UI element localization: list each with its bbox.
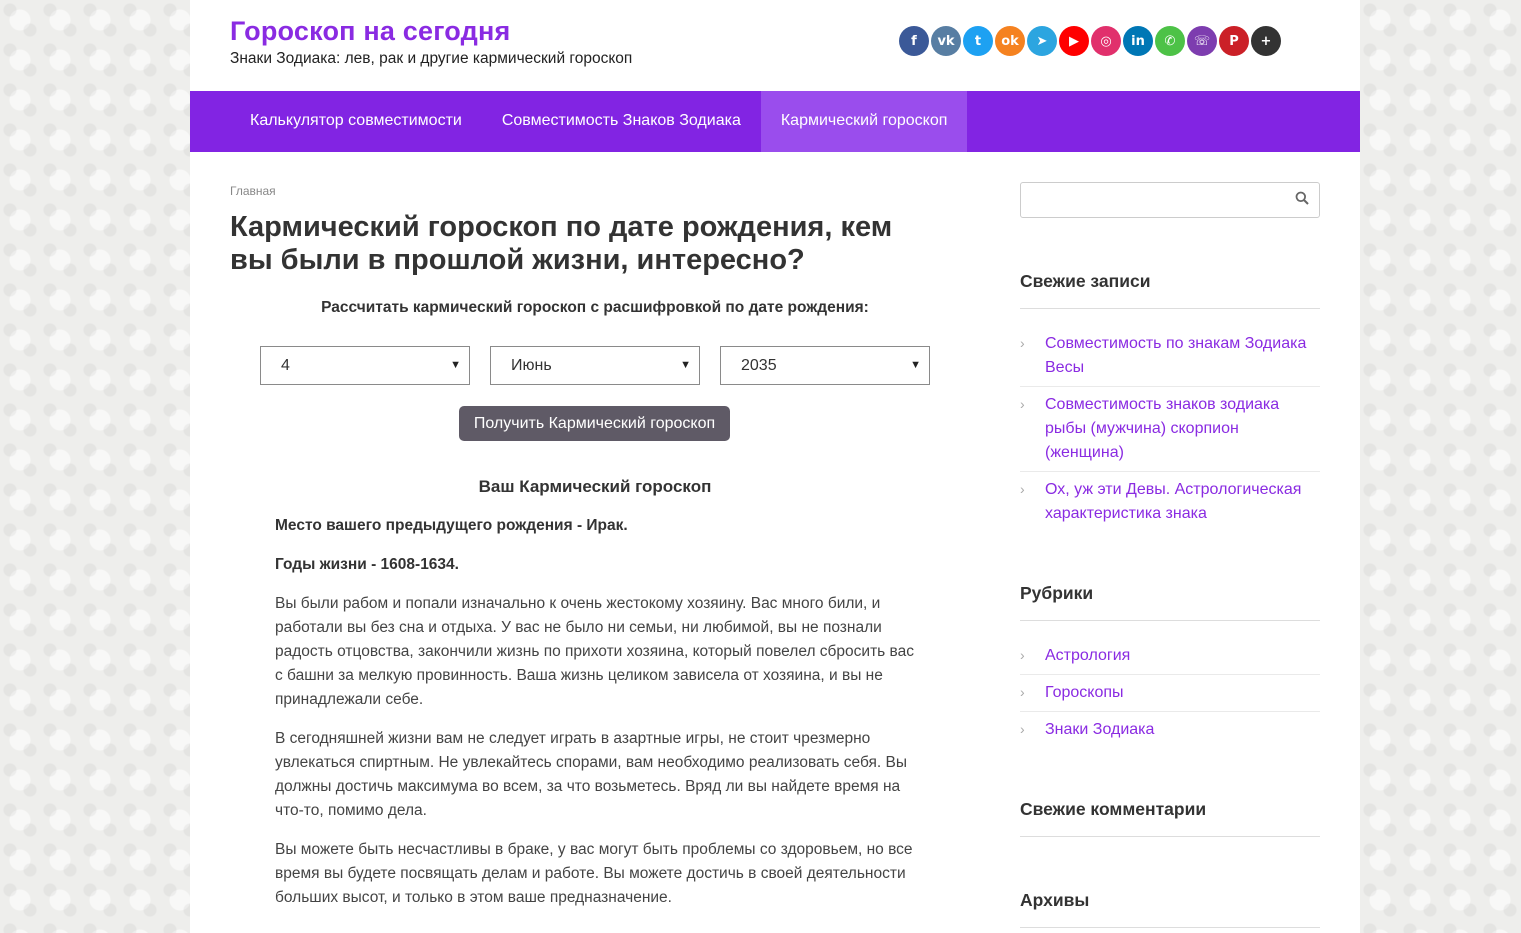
list-item — [1020, 326, 1320, 387]
breadcrumb[interactable]: Главная — [230, 184, 276, 198]
categories-list — [1020, 638, 1320, 748]
vk-icon[interactable]: vk — [931, 26, 961, 56]
year-select[interactable] — [720, 346, 930, 385]
category-link[interactable]: Гороскопы — [1045, 684, 1124, 701]
day-select-value: 4 — [281, 357, 290, 374]
dropdown-arrow-icon: ▼ — [680, 359, 691, 371]
page-title: Кармический гороскоп по дате рождения, кем вы были в прошлой жизни, интересно? — [230, 211, 893, 276]
list-item — [1020, 472, 1320, 532]
instagram-icon[interactable]: ◎ — [1091, 26, 1121, 56]
chevron-right-icon: › — [1020, 481, 1025, 497]
twitter-icon[interactable]: t — [963, 26, 993, 56]
viber-icon[interactable]: ☏ — [1187, 26, 1217, 56]
month-select-value: Июнь — [511, 357, 552, 374]
birthplace-text: Место вашего предыдущего рождения - Ирак. — [275, 517, 628, 534]
result-paragraph: Вы были рабом и попали изначально к очень жестокому хозяину. Вас много били, и работали вы без сна и отдыха. У вас не было ни семьи, ни любимой, вы не познали радость отцовства, закончили жизнь по прихоти хозяина, который повелел сбросить вас с башни за мелкую провинность. Ваша жизнь целиком зависела от хозяина, и вы не принадлежали себе. — [275, 595, 914, 708]
dropdown-arrow-icon: ▼ — [450, 359, 461, 371]
whatsapp-icon[interactable]: ✆ — [1155, 26, 1185, 56]
chevron-right-icon: › — [1020, 684, 1025, 700]
result-paragraph: В сегодняшней жизни вам не следует играть в азартные игры, не стоит чрезмерно увлекаться спиртным. Не увлекайтесь спорами, вам необходимо реализовать себя. Вы должны достичь максимума во всем, за что возьметесь. Вряд ли вы найдете время на что-то, помимо дела. — [275, 730, 907, 819]
years-text: Годы жизни - 1608-1634. — [275, 556, 459, 573]
category-link[interactable]: Астрология — [1045, 647, 1131, 664]
get-horoscope-button[interactable]: Получить Кармический гороскоп — [459, 406, 730, 441]
recent-post-link[interactable]: Совместимость знаков зодиака рыбы (мужчина) скорпион (женщина) — [1045, 396, 1280, 461]
linkedin-icon[interactable]: in — [1123, 26, 1153, 56]
chevron-right-icon: › — [1020, 721, 1025, 737]
search-icon[interactable] — [1295, 191, 1309, 205]
chevron-right-icon: › — [1020, 335, 1025, 351]
odnoklassniki-icon[interactable]: ok — [995, 26, 1025, 56]
page — [190, 0, 1360, 933]
chevron-right-icon: › — [1020, 647, 1025, 663]
recent-post-link[interactable]: Совместимость по знакам Зодиака Весы — [1045, 335, 1307, 376]
pinterest-icon[interactable]: P — [1219, 26, 1249, 56]
recent-posts-title: Свежие записи — [1020, 271, 1320, 309]
nav-item-zodiac-compatibility[interactable]: Совместимость Знаков Зодиака — [501, 112, 741, 129]
recent-comments-title: Свежие комментарии — [1020, 799, 1320, 837]
recent-post-link[interactable]: Ох, уж эти Девы. Астрологическая характеристика знака — [1045, 481, 1302, 522]
day-select[interactable] — [260, 346, 470, 385]
nav-item-compatibility-calculator[interactable]: Калькулятор совместимости — [250, 112, 462, 129]
dropdown-arrow-icon: ▼ — [910, 359, 921, 371]
list-item — [1020, 675, 1320, 712]
list-item — [1020, 638, 1320, 675]
calculator-label: Рассчитать кармический гороскоп с расшифровкой по дате рождения: — [321, 299, 869, 316]
main-nav — [190, 91, 1360, 152]
site-header — [190, 0, 1360, 91]
result-title: Ваш Кармический гороскоп — [478, 477, 712, 496]
facebook-icon[interactable]: f — [899, 26, 929, 56]
site-description: Знаки Зодиака: лев, рак и другие кармический гороскоп — [230, 50, 633, 67]
list-item — [1020, 712, 1320, 748]
social-icons — [899, 26, 1281, 56]
month-select[interactable] — [490, 346, 700, 385]
categories-title: Рубрики — [1020, 583, 1320, 621]
recent-posts-list — [1020, 326, 1320, 532]
category-link[interactable]: Знаки Зодиака — [1045, 721, 1155, 738]
search-input[interactable] — [1020, 182, 1320, 218]
youtube-icon[interactable]: ▶ — [1059, 26, 1089, 56]
chevron-right-icon: › — [1020, 396, 1025, 412]
list-item — [1020, 387, 1320, 472]
nav-item-karmic-horoscope[interactable]: Кармический гороскоп — [761, 91, 968, 152]
site-title[interactable]: Гороскоп на сегодня — [230, 16, 511, 46]
share-icon[interactable]: + — [1251, 26, 1281, 56]
result-paragraph: Вы можете быть несчастливы в браке, у вас могут быть проблемы со здоровьем, но все время вы будете посвящать делам и работе. Вы можете достичь в своей деятельности больших высот, и только в этом ваше предназначение. — [275, 841, 913, 906]
telegram-icon[interactable]: ➤ — [1027, 26, 1057, 56]
archives-title: Архивы — [1020, 890, 1320, 928]
year-select-value: 2035 — [741, 357, 777, 374]
